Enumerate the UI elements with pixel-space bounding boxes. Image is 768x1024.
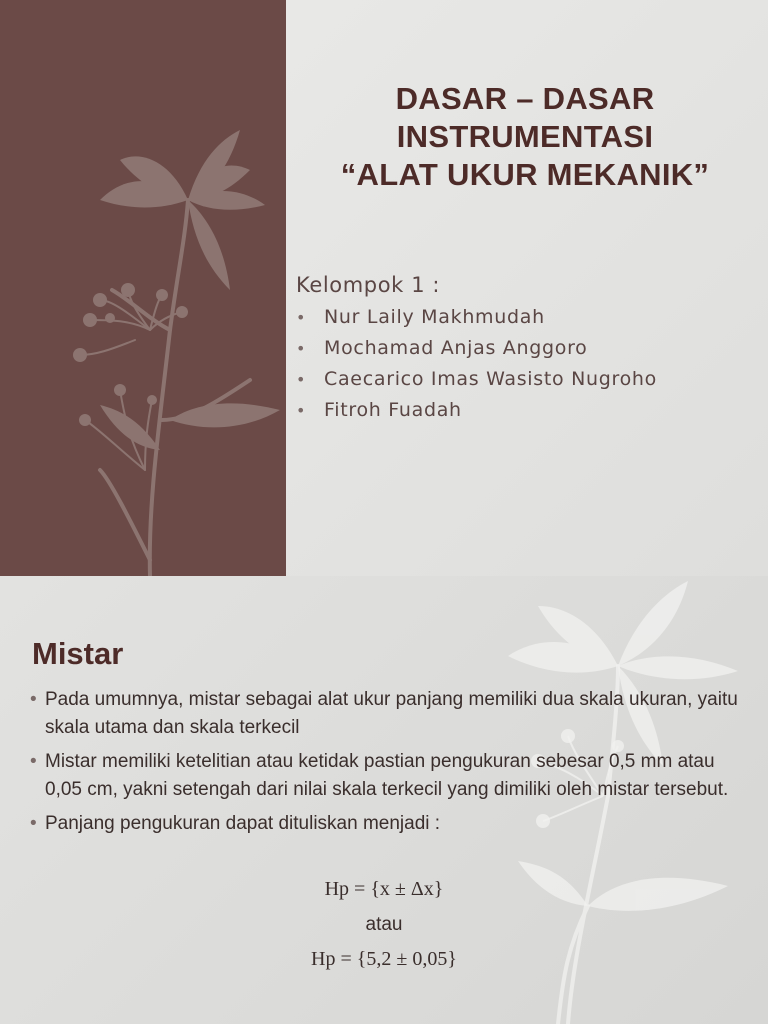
formula-example: Hp = {5,2 ± 0,05} <box>311 948 457 970</box>
member-name: Mochamad Anjas Anggoro <box>324 337 588 359</box>
bullet-text: Panjang pengukuran dapat dituliskan menjadi : <box>45 813 441 834</box>
member-item <box>296 302 756 333</box>
group-section <box>296 270 756 426</box>
title-line-1: DASAR – DASAR <box>395 81 655 116</box>
member-item <box>296 364 756 395</box>
member-name: Fitroh Fuadah <box>324 399 462 421</box>
bullet-icon: • <box>30 751 37 772</box>
bullet-icon: • <box>296 308 307 327</box>
bullet-item <box>28 686 748 742</box>
bullet-icon: • <box>296 401 307 420</box>
bullet-icon: • <box>296 339 307 358</box>
formula-general: Hp = {x ± Δx} <box>324 878 444 900</box>
bullet-list <box>28 686 748 844</box>
slide-title: Mistar <box>32 636 124 671</box>
slide-title <box>300 80 750 194</box>
plant-illustration <box>0 0 286 576</box>
member-item <box>296 395 756 426</box>
member-name: Caecarico Imas Wasisto Nugroho <box>324 368 657 390</box>
title-line-2: INSTRUMENTASI <box>396 119 654 154</box>
bullet-text: Pada umumnya, mistar sebagai alat ukur panjang memiliki dua skala ukuran, yaitu skala utama dan skala terkecil <box>45 689 738 738</box>
member-name: Nur Laily Makhmudah <box>324 306 545 328</box>
bullet-icon: • <box>30 689 37 710</box>
bullet-item <box>28 810 748 838</box>
formula-or-label: atau <box>365 914 403 935</box>
bullet-icon: • <box>30 813 37 834</box>
decorative-panel <box>0 0 286 576</box>
bullet-item <box>28 748 748 804</box>
content-slide <box>0 576 768 1024</box>
title-line-3: “ALAT UKUR MEKANIK” <box>340 157 710 192</box>
bullet-text: Mistar memiliki ketelitian atau ketidak pastian pengukuran sebesar 0,5 mm atau 0,05 cm, yakni setengah dari nilai skala terkecil yang dimiliki oleh mistar tersebut. <box>45 751 729 800</box>
bullet-icon: • <box>296 370 307 389</box>
member-item <box>296 333 756 364</box>
group-heading: Kelompok 1 : <box>296 273 441 297</box>
member-list <box>296 302 756 426</box>
